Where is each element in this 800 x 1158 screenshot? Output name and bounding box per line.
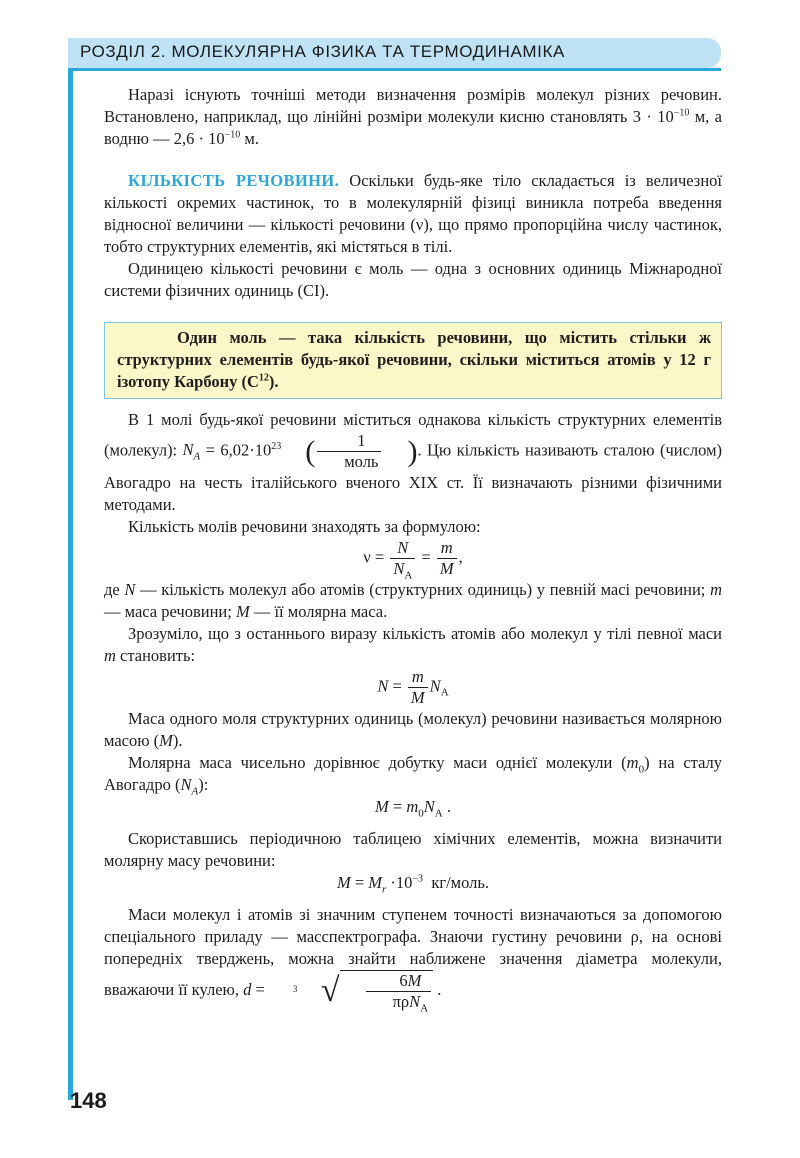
paragraph-periodic: Скориставшись періодичною таблицею хімічних елементів, можна визначити молярну масу речовини: [104,829,722,870]
cube-root: 3 √ $\frac{6M}{\pi\rho N_A}$ [269,970,433,1012]
definition-box [104,322,722,399]
paragraph-amount-of-substance: КІЛЬКІСТЬ РЕЧОВИНИ. Оскільки будь-яке тіло складається із величезної кількості окремих частинок, то в молекулярній фізиці виникла потреба введення відносної величини — кількості речовини (ν), що прямо пропорційна числу частинок, тобто структурних елементів, які містяться в тілі. [104,171,722,256]
formula-M: $M = m_0N_A$ . [375,797,451,820]
paragraph-molar-mass-def: Маса одного моля структурних одиниць (молекул) речовини називається молярною масою (M). [104,709,722,750]
header-rule [68,68,721,71]
paragraph-understood: Зрозуміло, що з останнього виразу кількість атомів або молекул у тілі певної маси m становить: [104,624,722,665]
paragraph-molecule-sizes: Наразі існують точніші методи визначення розмірів молекул різних речовин. Встановлено, наприклад, що лінійні розміри молекули кисню становлять $3 \cdot 10^{-10}$ м, а водню — $2,6 \cdot 10^{-10}$ м. [104,85,722,148]
formula-nu: ν = $\frac{N}{N_A}$ = $\frac{m}{M}$ , [363,538,463,582]
chapter-title: РОЗДІЛ 2. МОЛЕКУЛЯРНА ФІЗИКА ТА ТЕРМОДИНАМІКА [80,42,565,61]
section-heading: КІЛЬКІСТЬ РЕЧОВИНИ. [128,171,340,190]
page-content [104,84,723,1015]
side-bar [68,68,73,1100]
chapter-header [68,38,721,68]
definition-text: Один моль — така кількість речовини, що містить стільки ж структурних елементів будь-якої речовини, скільки міститься атомів у 12 г ізотопу Карбону $(С^{12})$. [117,328,711,391]
page-number: 148 [70,1088,107,1113]
formula-M-Mr: $M = M_r \cdot 10^{-3}$ кг/моль. [336,873,490,896]
paragraph-where: де N — кількість молекул або атомів (структурних одиниць) у певній масі речовини; m — маса речовини; M — її молярна маса. [104,580,722,621]
paragraph-molar-mass-eq: Молярна маса чисельно дорівнює добутку маси однієї молекули $(m_0)$ на сталу Авогадро $(N_A)$: [104,753,723,798]
paragraph-avogadro: В 1 молі будь-якої речовини міститься однакова кількість структурних елементів (молекул): $N_A = 6,02\cdot 10^{23}$ ( $\frac{1}{\text{моль}}$ ). Цю кількість називають сталою (числом) Авогадро на честь італійського вченого XIX ст. Її визначають різними фізичними методами. [104,410,723,514]
unit-fraction: $\frac{1}{\text{моль}}$ [317,431,381,472]
paragraph-masses: Маси молекул і атомів зі значним ступенем точності визначаються за допомогою спеціального приладу — масспектрографа. Знаючи густину речовини ρ, на основі попередніх тверджень, можна знайти наближене значення діаметра молекули, вважаючи її кулею, d = 3 √ $\frac{6M}{\pi\rho N_A}$ . [104,905,722,1015]
formula-N: N = $\frac{m}{M}$ $N_A$ [377,667,449,707]
paragraph-moles-intro: Кількість молів речовини знаходять за формулою: [128,517,481,536]
paragraph-mole-unit: Одиницею кількості речовини є моль — одна з основних одиниць Міжнародної системи фізичних одиниць (СІ). [104,259,722,300]
